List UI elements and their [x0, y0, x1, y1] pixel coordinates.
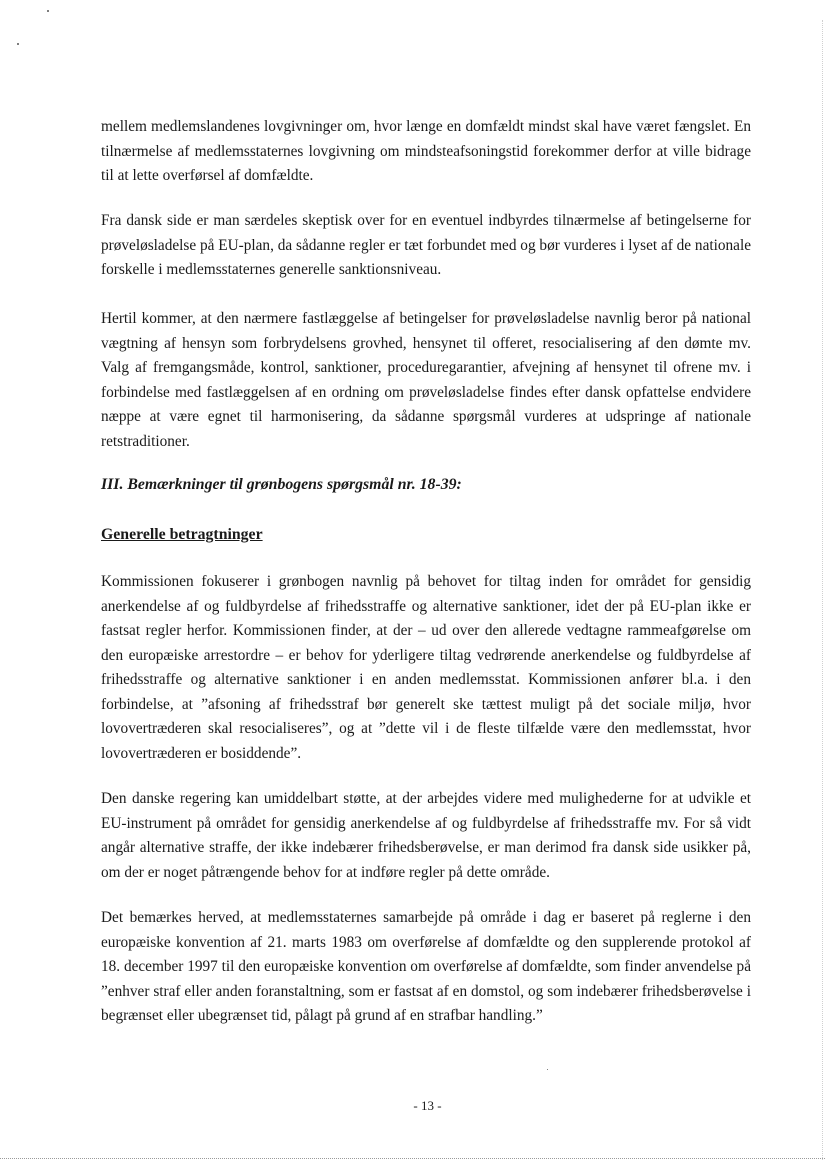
scan-speck: [547, 1069, 548, 1070]
subheading: Generelle betragtninger: [101, 526, 263, 543]
paragraph-4: Kommissionen fokuserer i grønbogen navnlig på behovet for tiltag inden for området for gensidig anerkendelse af og fuldbyrdelse af frihedsstraffe og alternative sanktioner, idet der på EU-plan ikke er fastsat regler herfor. Kommissionen finder, at der – ud over den allerede vedtagne rammeafgørelse om den europæiske arrestordre – er behov for yderligere tiltag vedrørende anerkendelse og fuldbyrdelse af frihedsstraffe og alternative sanktioner i en anden medlemsstat. Kommissionen anfører bl.a. i den forbindelse, at ”afsoning af frihedsstraf bør generelt ske tættest muligt på det sociale miljø, hvor lovovertræderen skal resocialiseres”, og at ”dette vil i de fleste tilfælde være den medlemsstat, hvor lovovertræderen er bosiddende”.: [101, 573, 751, 762]
scan-edge: [822, 20, 823, 1160]
paragraph-3: Hertil kommer, at den nærmere fastlæggelse af betingelser for prøveløsladelse navnlig beror på national vægtning af hensyn som forbrydelsens grovhed, hensynet til offeret, resocialisering af den dømte mv. Valg af fremgangsmåde, kontrol, sanktioner, proceduregarantier, afvejning af hensynet til ofrene mv. i forbindelse med fastlæggelsen af en ordning om prøveløsladelse findes efter dansk opfattelse endvidere næppe at være egnet til harmonisering, da sådanne spørgsmål vurderes at udspringe af nationale retstraditioner.: [101, 310, 751, 450]
bottom-rule: [0, 1158, 825, 1159]
page-number: - 13 -: [413, 1098, 442, 1113]
scan-speck: [17, 43, 19, 45]
paragraph-5: Den danske regering kan umiddelbart støtte, at der arbejdes videre med mulighederne for at udvikle et EU-instrument på området for gensidig anerkendelse af og fuldbyrdelse af frihedsstraffe mv. For så vidt angår alternative straffe, der ikke indebærer frihedsberøvelse, er man derimod fra dansk side usikker på, om der er noget påtrængende behov for at indføre regler på dette område.: [101, 790, 751, 881]
paragraph-1: mellem medlemslandenes lovgivninger om, hvor længe en domfældt mindst skal have været fængslet. En tilnærmelse af medlemsstaternes lovgivning om mindsteafsoningstid forekommer derfor at ville bidrage til at lette overførsel af domfældte.: [101, 118, 751, 184]
paragraph-6: Det bemærkes herved, at medlemsstaternes samarbejde på område i dag er baseret på reglerne i den europæiske konvention af 21. marts 1983 om overførelse af domfældte og den supplerende protokol af 18. december 1997 til den europæiske konvention om overførelse af domfældte, som finder anvendelse på ”enhver straf eller anden foranstaltning, som er fastsat af en domstol, og som indebærer frihedsberøvelse i begrænset eller ubegrænset tid, pålagt på grund af en strafbar handling.”: [101, 909, 751, 1024]
paragraph-2: Fra dansk side er man særdeles skeptisk over for en eventuel indbyrdes tilnærmelse af betingelserne for prøveløsladelse på EU-plan, da sådanne regler er tæt forbundet med og bør vurderes i lyset af de nationale forskelle i medlemsstaternes generelle sanktionsniveau.: [101, 212, 751, 278]
scan-speck: [47, 10, 49, 12]
section-heading: III. Bemærkninger til grønbogens spørgsmål nr. 18-39:: [101, 476, 462, 493]
